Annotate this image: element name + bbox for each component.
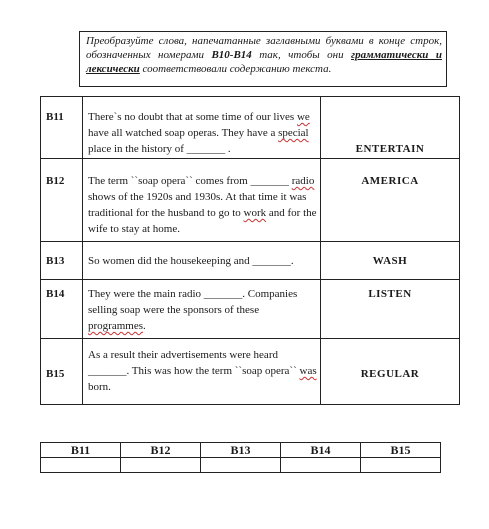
task-number: B13 <box>41 242 83 280</box>
answer-cell-b15[interactable] <box>361 458 441 473</box>
task-keyword: REGULAR <box>321 339 460 405</box>
answer-header: B13 <box>201 443 281 458</box>
task-text-part: was <box>299 365 317 377</box>
task-text-part: work <box>243 207 267 219</box>
answer-cell-b11[interactable] <box>41 458 121 473</box>
instruction-text-1: Преобразуйте слова, напечатанные заглавными буквами в конце строк, обозначенных номерами <box>86 35 442 61</box>
task-text-part: The term ``soap opera`` comes from _______ <box>88 175 292 187</box>
task-number: B15 <box>41 339 83 405</box>
task-row-b12 <box>41 159 460 242</box>
task-text-part: programmes <box>88 320 143 332</box>
task-text <box>83 280 321 339</box>
task-text <box>83 159 321 242</box>
answer-cell-b13[interactable] <box>201 458 281 473</box>
task-text-part: have all watched soap operas. They have a <box>88 127 279 139</box>
answer-header: B15 <box>361 443 441 458</box>
task-keyword: AMERICA <box>321 159 460 242</box>
task-text-part: radio <box>291 175 315 187</box>
answer-cell-b12[interactable] <box>121 458 201 473</box>
task-keyword: ENTERTAIN <box>321 97 460 159</box>
task-row-b14 <box>41 280 460 339</box>
task-number: B11 <box>41 97 83 159</box>
task-text-part: place in the history of _______ . <box>88 143 231 155</box>
task-keyword: LISTEN <box>321 280 460 339</box>
task-text-part: and for the wife to stay at home. <box>88 207 317 235</box>
task-text-part: As a result their advertisements were heard _______. This was how the term ``soap opera`` <box>88 349 300 377</box>
task-text <box>83 97 321 159</box>
task-row-b11 <box>41 97 460 159</box>
instruction-text-2: так, чтобы они <box>251 49 352 61</box>
task-text-part: There`s no doubt that at some time of our lives <box>88 111 297 123</box>
task-row-b13 <box>41 242 460 280</box>
task-text-part: . <box>142 320 146 332</box>
task-text-part: born. <box>88 381 111 393</box>
task-text-part: special <box>278 127 309 139</box>
answer-cell-b14[interactable] <box>281 458 361 473</box>
answer-input-row <box>41 458 441 473</box>
instruction-text-3: соответствовали содержанию текста. <box>139 63 332 75</box>
task-text-part: They were the main radio _______. Companies selling soap were the sponsors of these <box>88 288 298 316</box>
task-number: B12 <box>41 159 83 242</box>
answer-header: B14 <box>281 443 361 458</box>
task-text-part: we <box>296 111 310 123</box>
task-row-b15 <box>41 339 460 405</box>
answer-header-row <box>41 443 441 458</box>
instruction-emphasis: грамматически и лексически <box>86 49 442 75</box>
answer-header: B11 <box>41 443 121 458</box>
task-text-part: shows of the 1920s and 1930s. At that time it was traditional for the husband to go to <box>88 191 307 219</box>
task-keyword: WASH <box>321 242 460 280</box>
tasks-table <box>40 96 460 405</box>
task-text: So women did the housekeeping and _______. <box>83 242 321 280</box>
instruction-range: B10-B14 <box>211 49 252 61</box>
instruction-box <box>79 31 447 87</box>
task-number: B14 <box>41 280 83 339</box>
answer-table <box>40 442 441 473</box>
task-text <box>83 339 321 405</box>
answer-header: B12 <box>121 443 201 458</box>
